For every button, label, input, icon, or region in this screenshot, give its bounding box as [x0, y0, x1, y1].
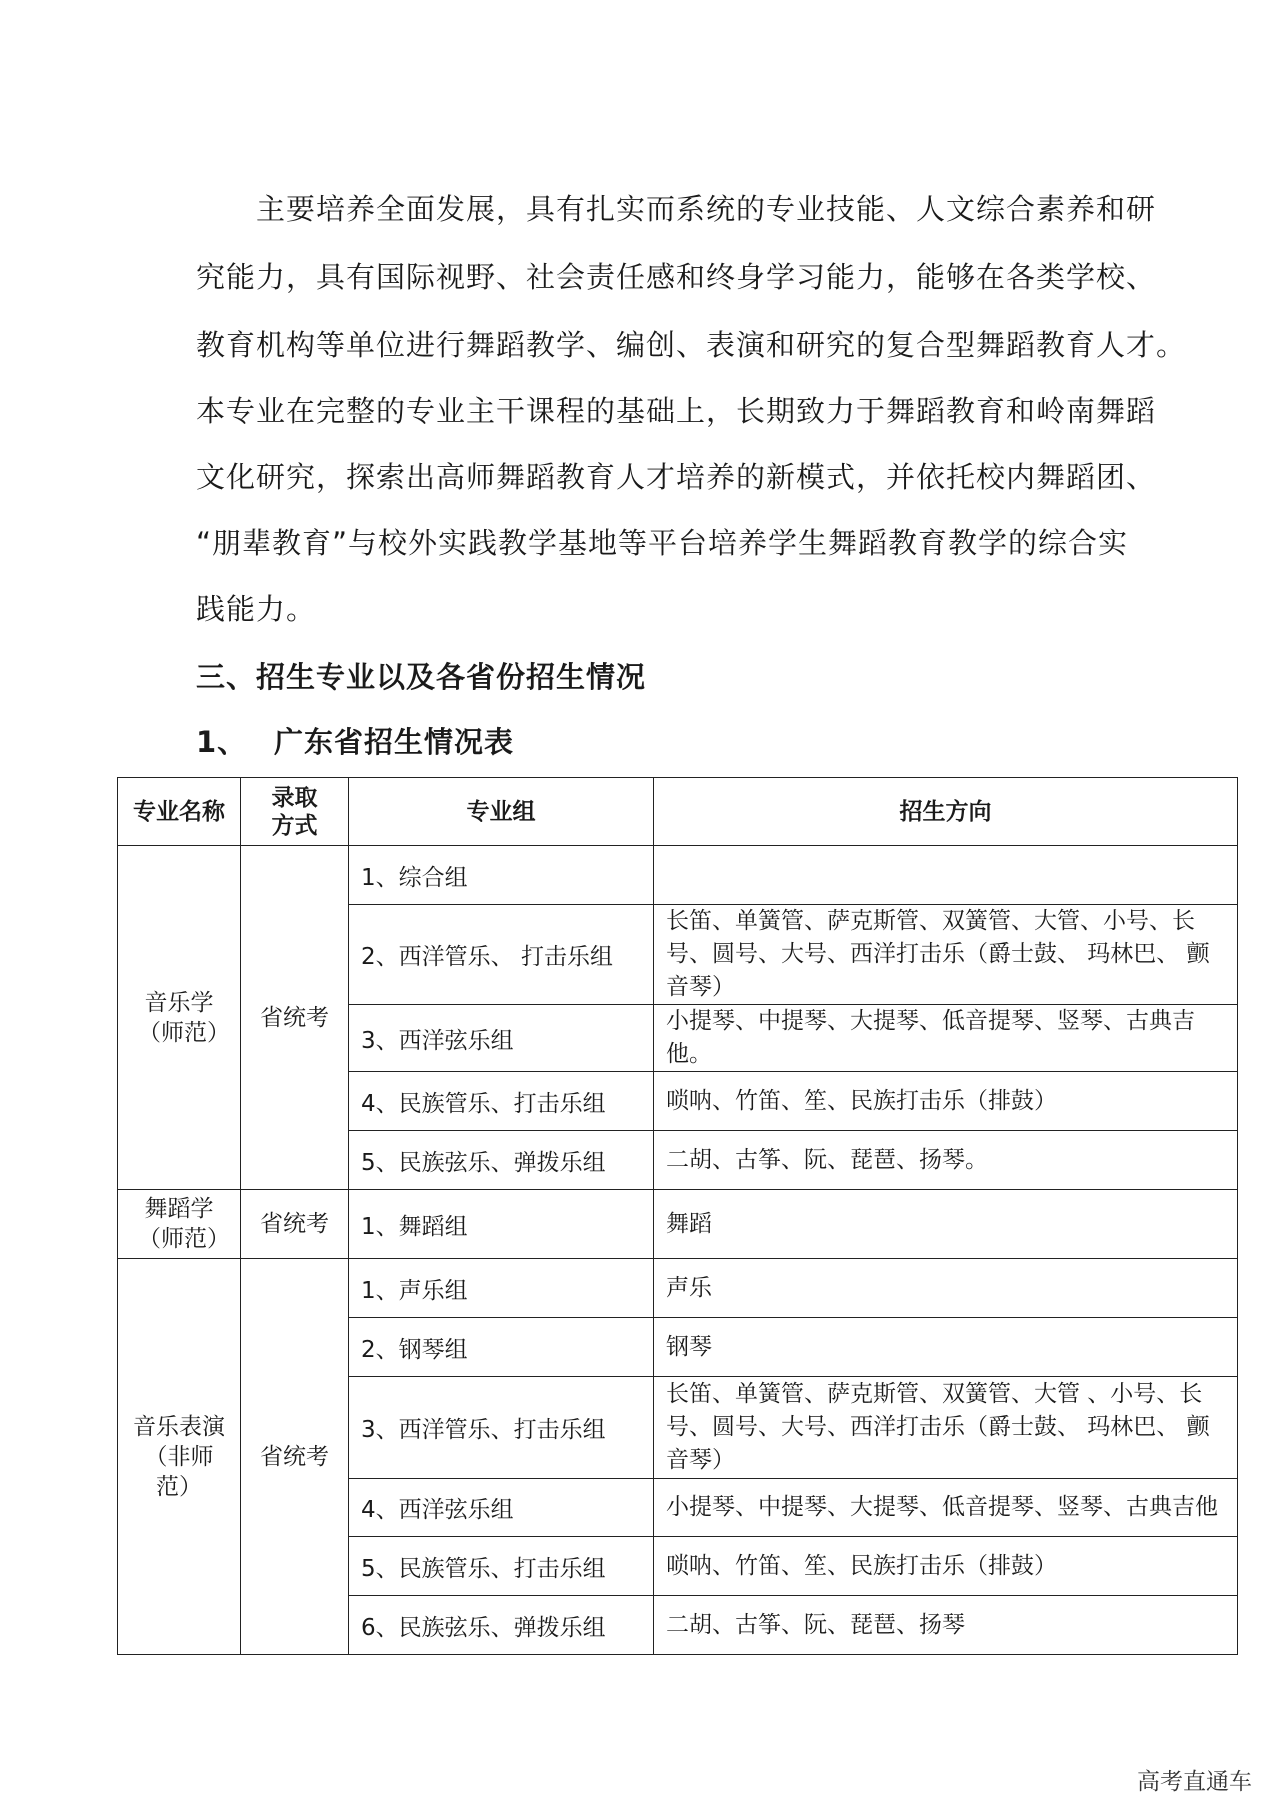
direction-cell: 二胡、古筝、阮、琵琶、扬琴。 — [654, 1131, 1238, 1190]
paragraph-line: 主要培养全面发展，具有扎实而系统的专业技能、人文综合素养和研 — [256, 192, 1157, 226]
major-name-cell: 舞蹈学（师范） — [118, 1190, 241, 1259]
method-cell: 省统考 — [241, 1259, 349, 1655]
group-cell: 6、民族弦乐、弹拨乐组 — [349, 1596, 654, 1655]
table-header-row — [118, 778, 1238, 846]
paragraph-line: 文化研究，探索出高师舞蹈教育人才培养的新模式，并依托校内舞蹈团、 — [196, 460, 1157, 494]
method-cell: 省统考 — [241, 846, 349, 1190]
direction-cell: 二胡、古筝、阮、琵琶、扬琴 — [654, 1596, 1238, 1655]
direction-cell: 声乐 — [654, 1259, 1238, 1318]
group-cell: 5、民族管乐、打击乐组 — [349, 1537, 654, 1596]
table-row — [118, 1190, 1238, 1259]
paragraph-line: 践能力。 — [196, 592, 317, 626]
major-name-cell: 音乐学（师范） — [118, 846, 241, 1190]
paragraph-line: “朋辈教育”与校外实践教学基地等平台培养学生舞蹈教育教学的综合实 — [196, 526, 1129, 560]
direction-cell: 唢呐、竹笛、笙、民族打击乐（排鼓） — [654, 1537, 1238, 1596]
direction-cell: 小提琴、中提琴、大提琴、低音提琴、竖琴、古典吉他 — [654, 1479, 1238, 1537]
direction-cell: 小提琴、中提琴、大提琴、低音提琴、竖琴、古典吉他。 — [654, 1005, 1238, 1072]
group-cell: 3、西洋弦乐组 — [349, 1005, 654, 1072]
direction-cell: 钢琴 — [654, 1318, 1238, 1377]
header-method: 录取方式 — [241, 778, 349, 846]
direction-cell: 长笛、单簧管、萨克斯管、双簧管、大管 、小号、长号、圆号、大号、西洋打击乐（爵士鼓、 玛林巴、 颤音琴） — [654, 1377, 1238, 1479]
direction-cell: 长笛、单簧管、萨克斯管、双簧管、大管、小号、长号、圆号、大号、西洋打击乐（爵士鼓、 玛林巴、 颤音琴） — [654, 905, 1238, 1005]
header-group: 专业组 — [349, 778, 654, 846]
paragraph-line: 究能力，具有国际视野、社会责任感和终身学习能力，能够在各类学校、 — [196, 260, 1157, 294]
table-title-text: 广东省招生情况表 — [274, 725, 515, 759]
header-major: 专业名称 — [118, 778, 241, 846]
method-cell: 省统考 — [241, 1190, 349, 1259]
group-cell: 1、声乐组 — [349, 1259, 654, 1318]
table-title-number: 1、 — [196, 725, 248, 759]
direction-cell — [654, 846, 1238, 905]
direction-cell: 唢呐、竹笛、笙、民族打击乐（排鼓） — [654, 1072, 1238, 1131]
major-name-cell: 音乐表演（非师范） — [118, 1259, 241, 1655]
table-title — [196, 712, 514, 772]
watermark: 高考直通车 — [1137, 1769, 1252, 1795]
table-row — [118, 1259, 1238, 1318]
group-cell: 4、民族管乐、打击乐组 — [349, 1072, 654, 1131]
section-heading: 三、招生专业以及各省份招生情况 — [196, 660, 647, 694]
group-cell: 5、民族弦乐、弹拨乐组 — [349, 1131, 654, 1190]
table-row — [118, 846, 1238, 905]
group-cell: 2、西洋管乐、 打击乐组 — [349, 905, 654, 1005]
group-cell: 2、钢琴组 — [349, 1318, 654, 1377]
group-cell: 3、西洋管乐、打击乐组 — [349, 1377, 654, 1479]
direction-cell: 舞蹈 — [654, 1190, 1238, 1259]
group-cell: 1、舞蹈组 — [349, 1190, 654, 1259]
header-direction: 招生方向 — [654, 778, 1238, 846]
group-cell: 1、综合组 — [349, 846, 654, 905]
paragraph-line: 教育机构等单位进行舞蹈教学、编创、表演和研究的复合型舞蹈教育人才。 — [196, 328, 1187, 362]
admission-table — [117, 777, 1238, 1655]
group-cell: 4、西洋弦乐组 — [349, 1479, 654, 1537]
paragraph-line: 本专业在完整的专业主干课程的基础上，长期致力于舞蹈教育和岭南舞蹈 — [196, 394, 1157, 428]
